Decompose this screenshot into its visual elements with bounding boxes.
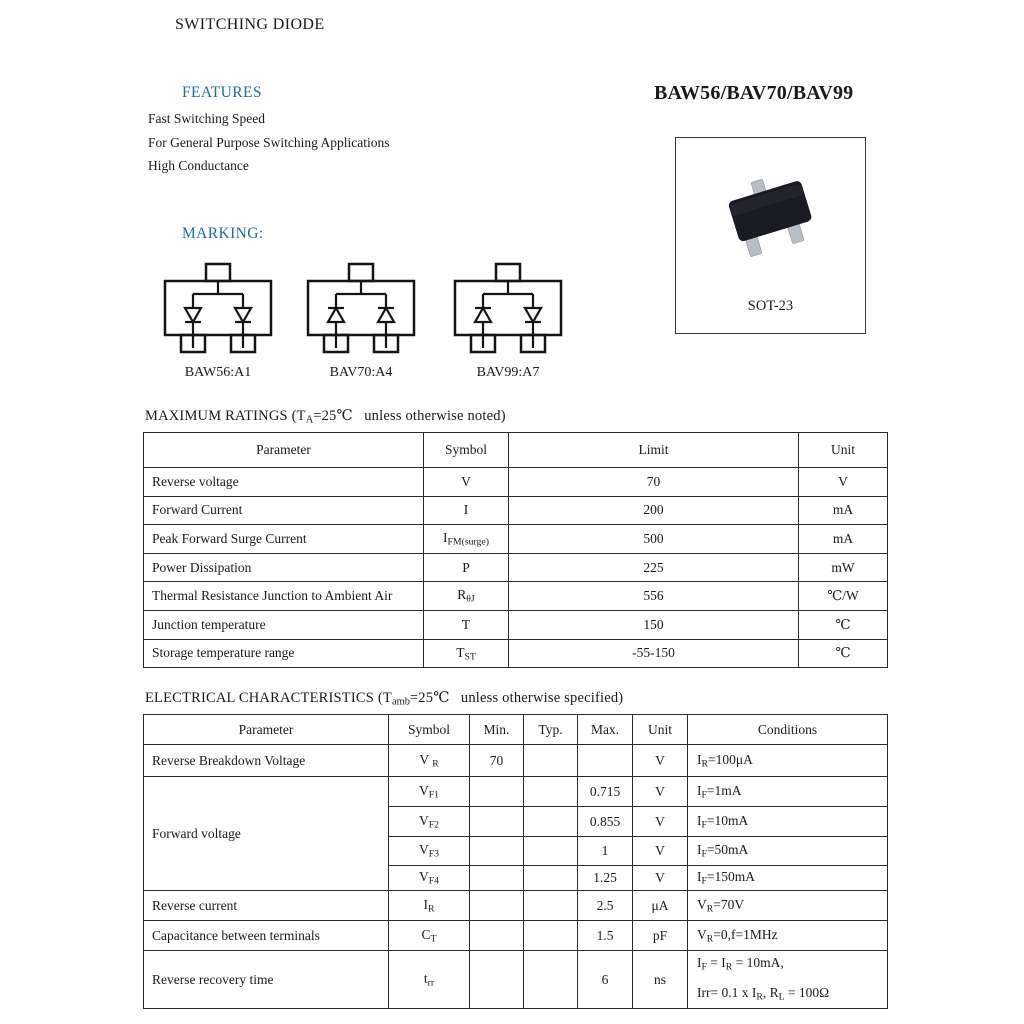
sot23-package-image [709, 166, 833, 262]
marking-label: BAV70:A4 [329, 365, 393, 380]
part-number-title: BAW56/BAV70/BAV99 [654, 82, 854, 104]
cell-max: 1.5 [578, 921, 633, 951]
cell-conditions [688, 951, 888, 1009]
cell-unit: mW [799, 553, 888, 582]
marking-heading: MARKING: [182, 225, 264, 242]
diode-schematic-bav99 [449, 258, 567, 356]
cell-symbol: $t_{rr}$ [389, 951, 470, 1009]
cell-max: 0.715 [578, 777, 633, 807]
col-header-limit: Limit [509, 433, 799, 468]
cell-typ [524, 777, 578, 807]
table-row [144, 639, 888, 668]
left-diode [328, 308, 344, 322]
cell-symbol: V [424, 468, 509, 497]
cell-typ [524, 837, 578, 866]
col-header-unit: Unit [799, 433, 888, 468]
features-heading: FEATURES [182, 84, 262, 101]
cell-min [470, 837, 524, 866]
col-header-conditions: Conditions [688, 715, 888, 745]
cell-typ [524, 951, 578, 1009]
marking-figure-baw56 [158, 258, 278, 381]
cell-conditions: $V_R=70V$ [688, 891, 888, 921]
cell-symbol: $R_{\theta J}$ [424, 582, 509, 611]
cell-symbol: $T_{ST}$ [424, 639, 509, 668]
cell-unit: V [633, 807, 688, 837]
cell-max: 6 [578, 951, 633, 1009]
diode-schematic-bav70 [302, 258, 420, 356]
cell-typ [524, 745, 578, 777]
cell-symbol: T [424, 610, 509, 639]
cell-typ [524, 807, 578, 837]
cell-symbol: $V_{F1}$ [389, 777, 470, 807]
cell-parameter: Storage temperature range [144, 639, 424, 668]
feature-item: High Conductance [148, 158, 249, 173]
table-row [144, 468, 888, 497]
cell-symbol: $V_{F4}$ [389, 866, 470, 891]
cell-parameter: Power Dissipation [144, 553, 424, 582]
cell-max: 2.5 [578, 891, 633, 921]
cell-unit: mA [799, 496, 888, 525]
cell-typ [524, 921, 578, 951]
cell-min [470, 807, 524, 837]
feature-item: Fast Switching Speed [148, 111, 265, 126]
package-box [675, 137, 866, 334]
cell-max: 0.855 [578, 807, 633, 837]
marking-label: BAW56:A1 [184, 365, 252, 380]
cell-unit: ℃ [799, 639, 888, 668]
table-row [144, 891, 888, 921]
col-header-unit: Unit [633, 715, 688, 745]
cell-unit: ℃ [799, 610, 888, 639]
table-row [144, 582, 888, 611]
cell-symbol: I [424, 496, 509, 525]
cell-symbol: P [424, 553, 509, 582]
features-list [148, 107, 389, 178]
cell-unit: V [633, 866, 688, 891]
cell-symbol: $I_R$ [389, 891, 470, 921]
cell-max: 1 [578, 837, 633, 866]
cell-parameter: Reverse Breakdown Voltage [144, 745, 389, 777]
cell-unit: ns [633, 951, 688, 1009]
left-diode [475, 308, 491, 322]
cell-unit: V [633, 777, 688, 807]
cell-min [470, 866, 524, 891]
cell-unit: μA [633, 891, 688, 921]
cell-conditions: $V_R=0,f=1MHz$ [688, 921, 888, 951]
cell-limit: 500 [509, 525, 799, 554]
col-header-typ: Typ. [524, 715, 578, 745]
condition-line: $I_F = I_R = 10mA$, [697, 954, 784, 973]
cell-limit: 556 [509, 582, 799, 611]
cell-parameter: Forward Current [144, 496, 424, 525]
col-header-symbol: Symbol [389, 715, 470, 745]
col-header-max: Max. [578, 715, 633, 745]
cell-parameter: Capacitance between terminals [144, 921, 389, 951]
cell-parameter: Junction temperature [144, 610, 424, 639]
electrical-heading: ELECTRICAL CHARACTERISTICS ($T_{amb}=25℃$ unless otherwise specified) [145, 690, 624, 708]
package-name-label: SOT-23 [747, 298, 794, 314]
table-row [144, 951, 888, 1009]
right-diode [235, 308, 251, 322]
cell-parameter: Reverse voltage [144, 468, 424, 497]
col-header-min: Min. [470, 715, 524, 745]
table-row [144, 745, 888, 777]
table-row [144, 777, 888, 807]
cell-symbol: V $_R$ [389, 745, 470, 777]
diode-schematic-baw56 [159, 258, 277, 356]
table-row [144, 496, 888, 525]
cell-unit: mA [799, 525, 888, 554]
left-diode [185, 308, 201, 322]
cell-symbol: $V_{F3}$ [389, 837, 470, 866]
table-row [144, 610, 888, 639]
cell-symbol: $C_T$ [389, 921, 470, 951]
feature-item: For General Purpose Switching Applications [148, 134, 390, 150]
cell-min [470, 777, 524, 807]
table-row [144, 525, 888, 554]
cell-max [578, 745, 633, 777]
cell-limit: 200 [509, 496, 799, 525]
cell-limit: 150 [509, 610, 799, 639]
cell-min [470, 921, 524, 951]
marking-figure-bav99 [448, 258, 568, 381]
right-diode [378, 308, 394, 322]
table-header-row [144, 715, 888, 745]
cell-min [470, 951, 524, 1009]
cell-max: 1.25 [578, 866, 633, 891]
cell-min: 70 [470, 745, 524, 777]
col-header-parameter: Parameter [144, 715, 389, 745]
marking-figure-bav70 [301, 258, 421, 381]
cell-limit: 70 [509, 468, 799, 497]
cell-min [470, 891, 524, 921]
cell-conditions: $I_F=10mA$ [688, 807, 888, 837]
cell-symbol: $V_{F2}$ [389, 807, 470, 837]
cell-unit: ℃/W [799, 582, 888, 611]
right-diode [525, 308, 541, 322]
col-header-parameter: Parameter [144, 433, 424, 468]
cell-typ [524, 866, 578, 891]
cell-parameter: Forward voltage [144, 777, 389, 891]
table-row [144, 921, 888, 951]
cell-conditions: $I_R=100\mu A$ [688, 745, 888, 777]
cell-conditions: $I_F=1mA$ [688, 777, 888, 807]
cell-unit: V [633, 745, 688, 777]
cell-limit: 225 [509, 553, 799, 582]
cell-unit: V [633, 837, 688, 866]
cell-typ [524, 891, 578, 921]
cell-limit: -55-150 [509, 639, 799, 668]
cell-symbol: $I_{FM(surge)}$ [424, 525, 509, 554]
cell-parameter: Thermal Resistance Junction to Ambient Air [144, 582, 424, 611]
cell-parameter: Reverse current [144, 891, 389, 921]
electrical-table [143, 714, 888, 1009]
cell-parameter: Reverse recovery time [144, 951, 389, 1009]
cell-conditions: $I_F=50mA$ [688, 837, 888, 866]
table-row [144, 553, 888, 582]
table-header-row [144, 433, 888, 468]
condition-line: Irr= 0.1 x $I_R$, $R_L = 100\Omega$ [697, 985, 830, 1003]
marking-label: BAV99:A7 [476, 365, 540, 380]
max-ratings-heading: MAXIMUM RATINGS ($T_A=25℃$ unless otherwise noted) [145, 408, 506, 426]
max-ratings-table [143, 432, 888, 668]
cell-unit: pF [633, 921, 688, 951]
cell-parameter: Peak Forward Surge Current [144, 525, 424, 554]
col-header-symbol: Symbol [424, 433, 509, 468]
cell-conditions: $I_F=150mA$ [688, 866, 888, 891]
page-title: SWITCHING DIODE [175, 16, 325, 33]
cell-unit: V [799, 468, 888, 497]
